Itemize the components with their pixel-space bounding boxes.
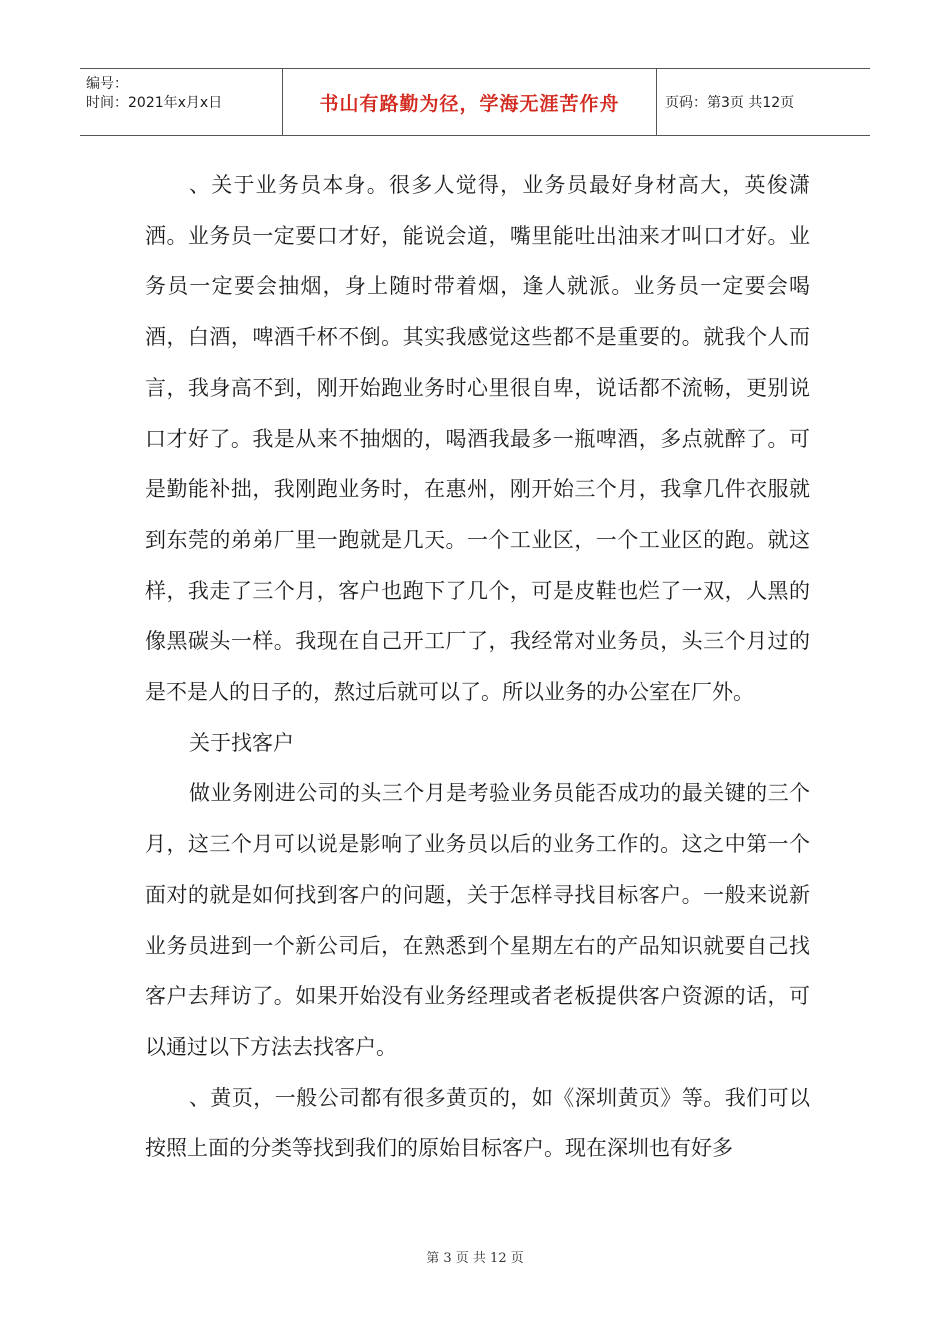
page-footer: 第 3 页 共 12 页 — [426, 1251, 524, 1266]
header-page-cell — [657, 69, 870, 135]
document-body — [145, 160, 810, 1174]
document-number-label: 编号： — [86, 76, 128, 92]
header-table — [80, 68, 870, 136]
header-page-info: 页码：第3页 共12页 — [665, 95, 795, 111]
document-date-label: 时间：2021年x月x日 — [86, 95, 223, 111]
header-motto: 书山有路勤为径，学海无涯苦作舟 — [319, 92, 620, 115]
paragraph-salesperson-self: 、关于业务员本身。很多人觉得，业务员最好身材高大，英俊潇洒。业务员一定要口才好，能说会道，嘴里能吐出油来才叫口才好。业务员一定要会抽烟，身上随时带着烟，逢人就派。业务员一定要会喝酒，白酒，啤酒千杯不倒。其实我感觉这些都不是重要的。就我个人而言，我身高不到，刚开始跑业务时心里很自卑，说话都不流畅，更别说口才好了。我是从来不抽烟的，喝酒我最多一瓶啤酒，多点就醉了。可是勤能补拙，我刚跑业务时，在惠州，刚开始三个月，我拿几件衣服就到东莞的弟弟厂里一跑就是几天。一个工业区，一个工业区的跑。就这样，我走了三个月，客户也跑下了几个，可是皮鞋也烂了一双，人黑的像黑碳头一样。我现在自己开工厂了，我经常对业务员，头三个月过的是不是人的日子的，熬过后就可以了。所以业务的办公室在厂外。 — [145, 173, 810, 705]
paragraph-yellow-pages: 、黄页，一般公司都有很多黄页的，如《深圳黄页》等。我们可以按照上面的分类等找到我们的原始目标客户。现在深圳也有好多 — [145, 1085, 810, 1161]
header-meta-cell — [80, 69, 283, 135]
header-motto-cell — [283, 69, 657, 135]
paragraph-first-three-months: 做业务刚进公司的头三个月是考验业务员能否成功的最关键的三个月，这三个月可以说是影响了业务员以后的业务工作的。这之中第一个面对的就是如何找到客户的问题，关于怎样寻找目标客户。一般来说新业务员进到一个新公司后，在熟悉到个星期左右的产品知识就要自己找客户去拜访了。如果开始没有业务经理或者老板提供客户资源的话，可以通过以下方法去找客户。 — [145, 781, 810, 1059]
section-heading-find-customers: 关于找客户 — [189, 730, 294, 755]
